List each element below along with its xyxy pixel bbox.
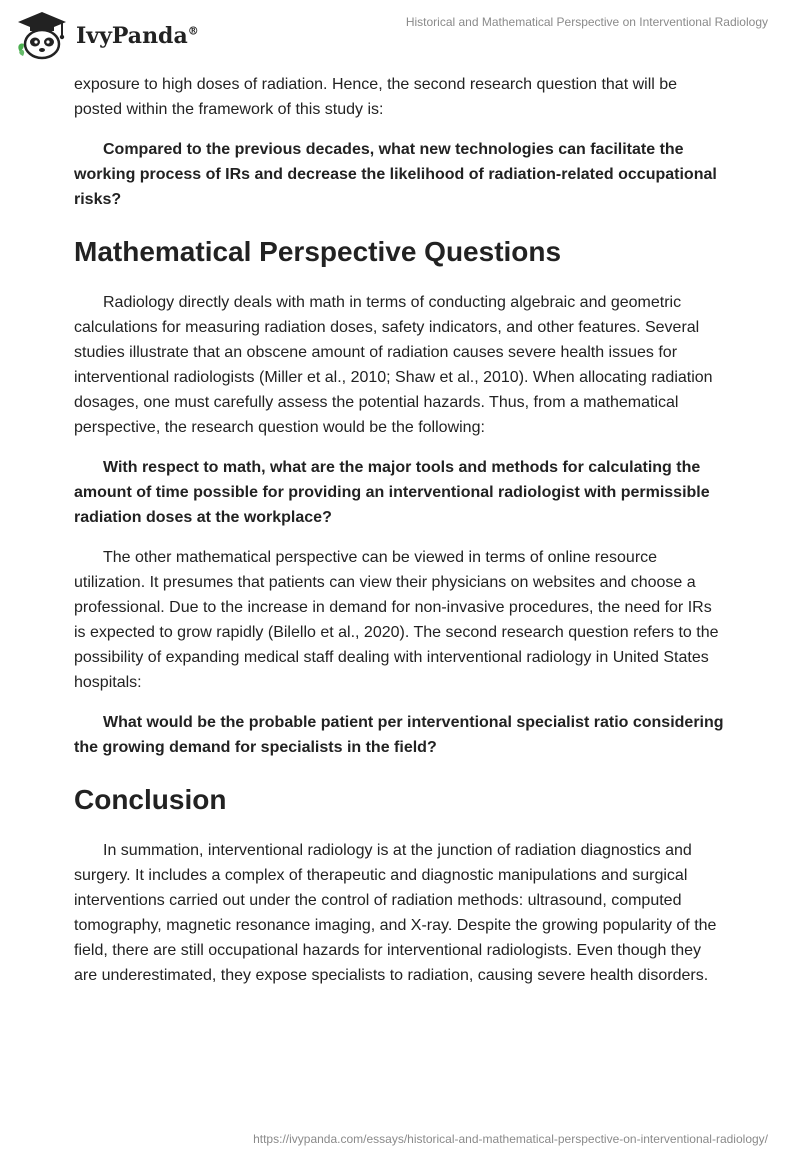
logo-wordmark [76, 23, 199, 49]
paragraph-online-resources: The other mathematical perspective can be viewed in terms of online resource utilization. It presumes that patients can view their physicians on websites and choose a professional. Due to the increase in demand for non-invasive procedures, the need for IRs is expected to grow rapidly (Bilello et al., 2020). The second research question refers to the possibility of expanding medical staff dealing with interventional radiology in United States hospitals: [74, 549, 719, 691]
research-question-2: With respect to math, what are the major tools and methods for calculating the amount of time possible for providing an interventional radiologist with permissible radiation doses at the workplace? [74, 459, 710, 526]
essay-content [74, 70, 726, 988]
paragraph-conclusion: In summation, interventional radiology is at the junction of radiation diagnostics and surgery. It includes a complex of therapeutic and diagnostic manipulations and surgical interventions carried out under the control of radiation methods: ultrasound, computed tomography, magnetic resonance imaging, and X-ray. Despite the growing popularity of the field, there are still occupational hazards for interventional radiologists. Even though they are underestimated, they expose specialists to radiation, causing severe health disorders. [74, 842, 717, 984]
research-question-3: What would be the probable patient per interventional specialist ratio considering the growing demand for specialists in the field? [74, 714, 724, 756]
logo-text: IvyPanda [76, 23, 188, 49]
source-url[interactable]: https://ivypanda.com/essays/historical-and-mathematical-perspective-on-interventional-radiology/ [253, 1132, 768, 1146]
document-title: Historical and Mathematical Perspective on Interventional Radiology [405, 15, 768, 29]
paragraph-continuation: exposure to high doses of radiation. Hence, the second research question that will be posted within the framework of this study is: [74, 76, 678, 118]
panda-graduate-icon [14, 8, 70, 60]
ivypanda-logo[interactable] [14, 8, 199, 60]
page-header [0, 0, 800, 70]
research-question-1: Compared to the previous decades, what new technologies can facilitate the working process of IRs and decrease the likelihood of radiation-related occupational risks? [74, 141, 717, 208]
registered-mark: ® [187, 24, 199, 38]
paragraph-math-intro: Radiology directly deals with math in terms of conducting algebraic and geometric calculations for measuring radiation doses, safety indicators, and other features. Several studies illustrate that an obscene amount of radiation causes severe health issues for interventional radiologists (Miller et al., 2010; Shaw et al., 2010). When allocating radiation dosages, one must carefully assess the potential hazards. Thus, from a mathematical perspective, the research question would be the following: [74, 294, 713, 436]
section-heading-conclusion: Conclusion [74, 784, 227, 815]
section-heading-math: Mathematical Perspective Questions [74, 236, 562, 267]
